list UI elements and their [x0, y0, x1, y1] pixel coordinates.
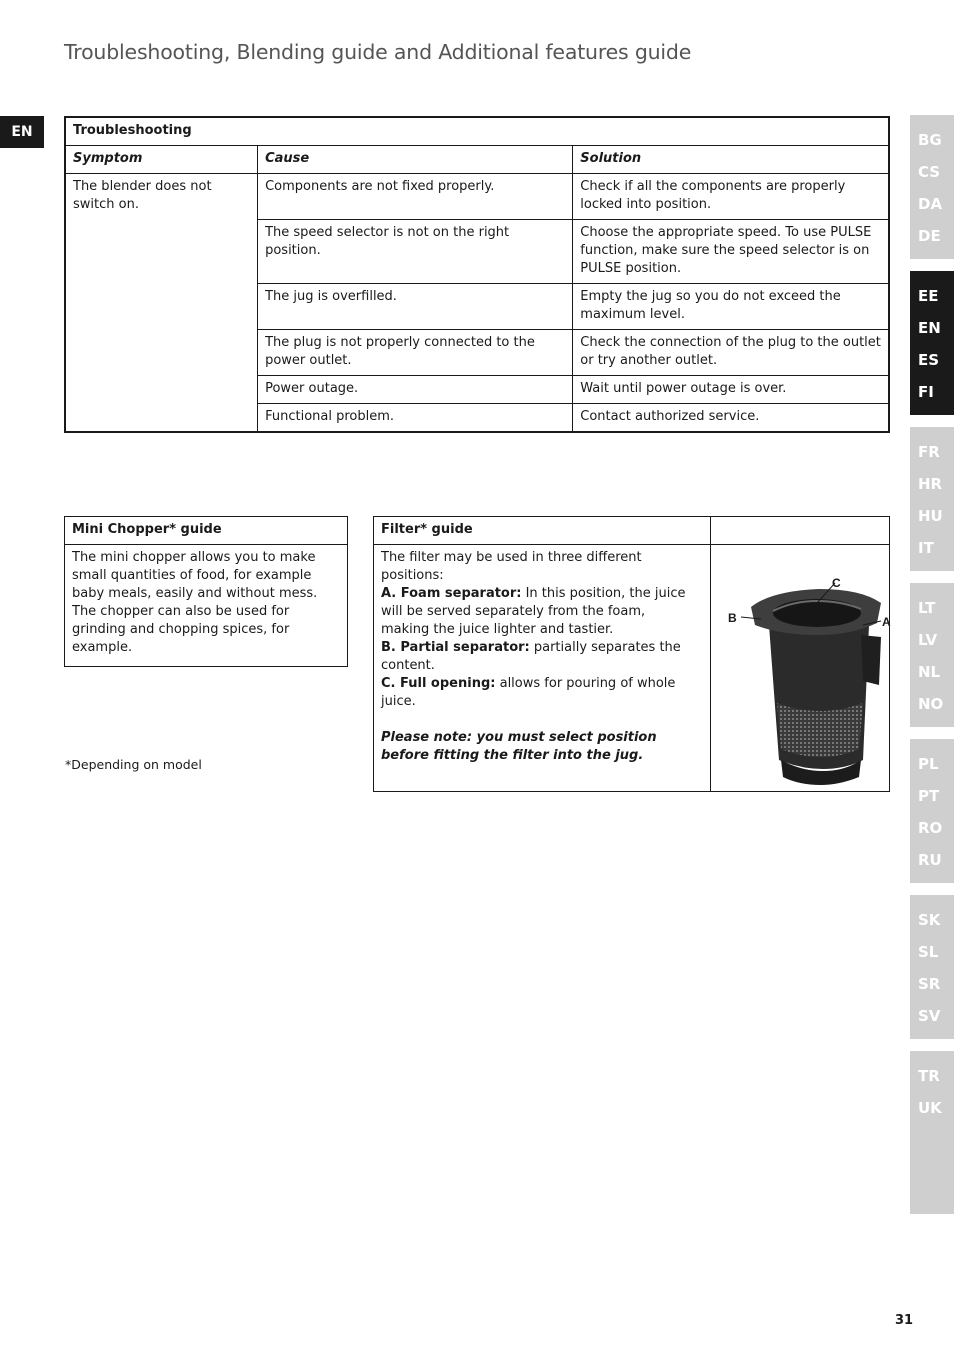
mini-chopper-body: The mini chopper allows you to make small quantities of food, for example baby meals, easily and without mess. The chopper can also be used for grinding and chopping spices, for example. — [65, 545, 348, 667]
language-group — [910, 739, 954, 883]
solution-cell: Empty the jug so you do not exceed the maximum level. — [573, 284, 889, 330]
language-group — [910, 271, 954, 415]
language-group — [910, 583, 954, 727]
filter-tab — [861, 635, 881, 685]
filter-illustration — [711, 545, 889, 785]
solution-cell: Check if all the components are properly locked into position. — [573, 174, 889, 220]
language-link-bg[interactable]: BG — [918, 131, 942, 149]
solution-cell: Choose the appropriate speed. To use PULSE function, make sure the speed selector is on PULSE position. — [573, 220, 889, 284]
filter-guide-text — [374, 545, 711, 792]
filter-guide — [373, 516, 890, 792]
filter-c-text: allows for pouring of whole juice. — [381, 676, 676, 709]
language-link-sv[interactable]: SV — [918, 1007, 941, 1025]
filter-note: Please note: you must select position before fitting the filter into the jug. — [381, 730, 657, 763]
filter-b-text: partially separates the content. — [381, 640, 681, 673]
language-link-nl[interactable]: NL — [918, 663, 941, 681]
filter-c-label: C. Full opening: — [381, 676, 496, 691]
filter-position-a — [381, 585, 703, 621]
cause-cell: The speed selector is not on the right position. — [258, 220, 573, 284]
footnote: *Depending on model — [65, 757, 202, 772]
filter-b-label: B. Partial separator: — [381, 640, 530, 655]
label-a: A — [882, 615, 891, 629]
language-link-ro[interactable]: RO — [918, 819, 943, 837]
language-link-es[interactable]: ES — [918, 351, 940, 369]
language-link-de[interactable]: DE — [918, 227, 941, 245]
filter-a-text: In this position, the juice will be served separately from the foam, — [381, 586, 686, 619]
troubleshooting-title: Troubleshooting — [65, 117, 889, 146]
language-link-sl[interactable]: SL — [918, 943, 939, 961]
language-link-ee[interactable]: EE — [918, 287, 939, 305]
header-cause: Cause — [258, 146, 573, 174]
language-link-lt[interactable]: LT — [918, 599, 936, 617]
language-link-ru[interactable]: RU — [918, 851, 942, 869]
language-link-no[interactable]: NO — [918, 695, 944, 713]
language-group — [910, 895, 954, 1039]
language-link-da[interactable]: DA — [918, 195, 943, 213]
language-group — [910, 1051, 954, 1214]
header-symptom: Symptom — [65, 146, 258, 174]
language-group — [910, 427, 954, 571]
language-link-pt[interactable]: PT — [918, 787, 940, 805]
filter-mesh — [777, 703, 863, 757]
mini-chopper-guide — [64, 516, 348, 667]
language-link-sr[interactable]: SR — [918, 975, 941, 993]
filter-intro: The filter may be used in three different positions: — [381, 550, 642, 583]
language-link-cs[interactable]: CS — [918, 163, 941, 181]
current-language-tag: EN — [0, 116, 44, 148]
mini-chopper-title: Mini Chopper* guide — [65, 517, 348, 545]
language-link-en[interactable]: EN — [918, 319, 941, 337]
label-c: C — [832, 576, 841, 590]
solution-cell: Contact authorized service. — [573, 404, 889, 433]
filter-opening — [773, 599, 861, 627]
cause-cell: Functional problem. — [258, 404, 573, 433]
language-link-fr[interactable]: FR — [918, 443, 940, 461]
cause-cell: Components are not fixed properly. — [258, 174, 573, 220]
language-link-uk[interactable]: UK — [918, 1099, 942, 1117]
cause-cell: The plug is not properly connected to the power outlet. — [258, 330, 573, 376]
page-number: 31 — [895, 1313, 914, 1328]
language-link-pl[interactable]: PL — [918, 755, 939, 773]
language-sidebar — [910, 115, 954, 1226]
table-row — [65, 174, 889, 220]
filter-guide-title-blank — [711, 517, 890, 545]
cause-cell: Power outage. — [258, 376, 573, 404]
cause-cell: The jug is overfilled. — [258, 284, 573, 330]
language-link-sk[interactable]: SK — [918, 911, 941, 929]
symptom-cell: The blender does not switch on. — [65, 174, 258, 433]
filter-a-label: A. Foam separator: — [381, 586, 522, 601]
page-title: Troubleshooting, Blending guide and Additional features guide — [64, 40, 692, 64]
filter-position-c — [381, 675, 703, 711]
solution-cell: Check the connection of the plug to the outlet or try another outlet. — [573, 330, 889, 376]
language-link-hu[interactable]: HU — [918, 507, 943, 525]
language-group — [910, 115, 954, 259]
troubleshooting-table — [64, 116, 890, 433]
language-link-hr[interactable]: HR — [918, 475, 943, 493]
language-link-fi[interactable]: FI — [918, 383, 934, 401]
filter-a-text-continued: making the juice lighter and tastier. — [381, 622, 614, 637]
solution-cell: Wait until power outage is over. — [573, 376, 889, 404]
filter-guide-title: Filter* guide — [374, 517, 711, 545]
language-link-tr[interactable]: TR — [918, 1067, 940, 1085]
filter-position-b — [381, 639, 703, 675]
label-b: B — [728, 611, 737, 625]
header-solution: Solution — [573, 146, 889, 174]
language-link-it[interactable]: IT — [918, 539, 934, 557]
language-link-lv[interactable]: LV — [918, 631, 938, 649]
filter-image-cell — [711, 545, 890, 792]
